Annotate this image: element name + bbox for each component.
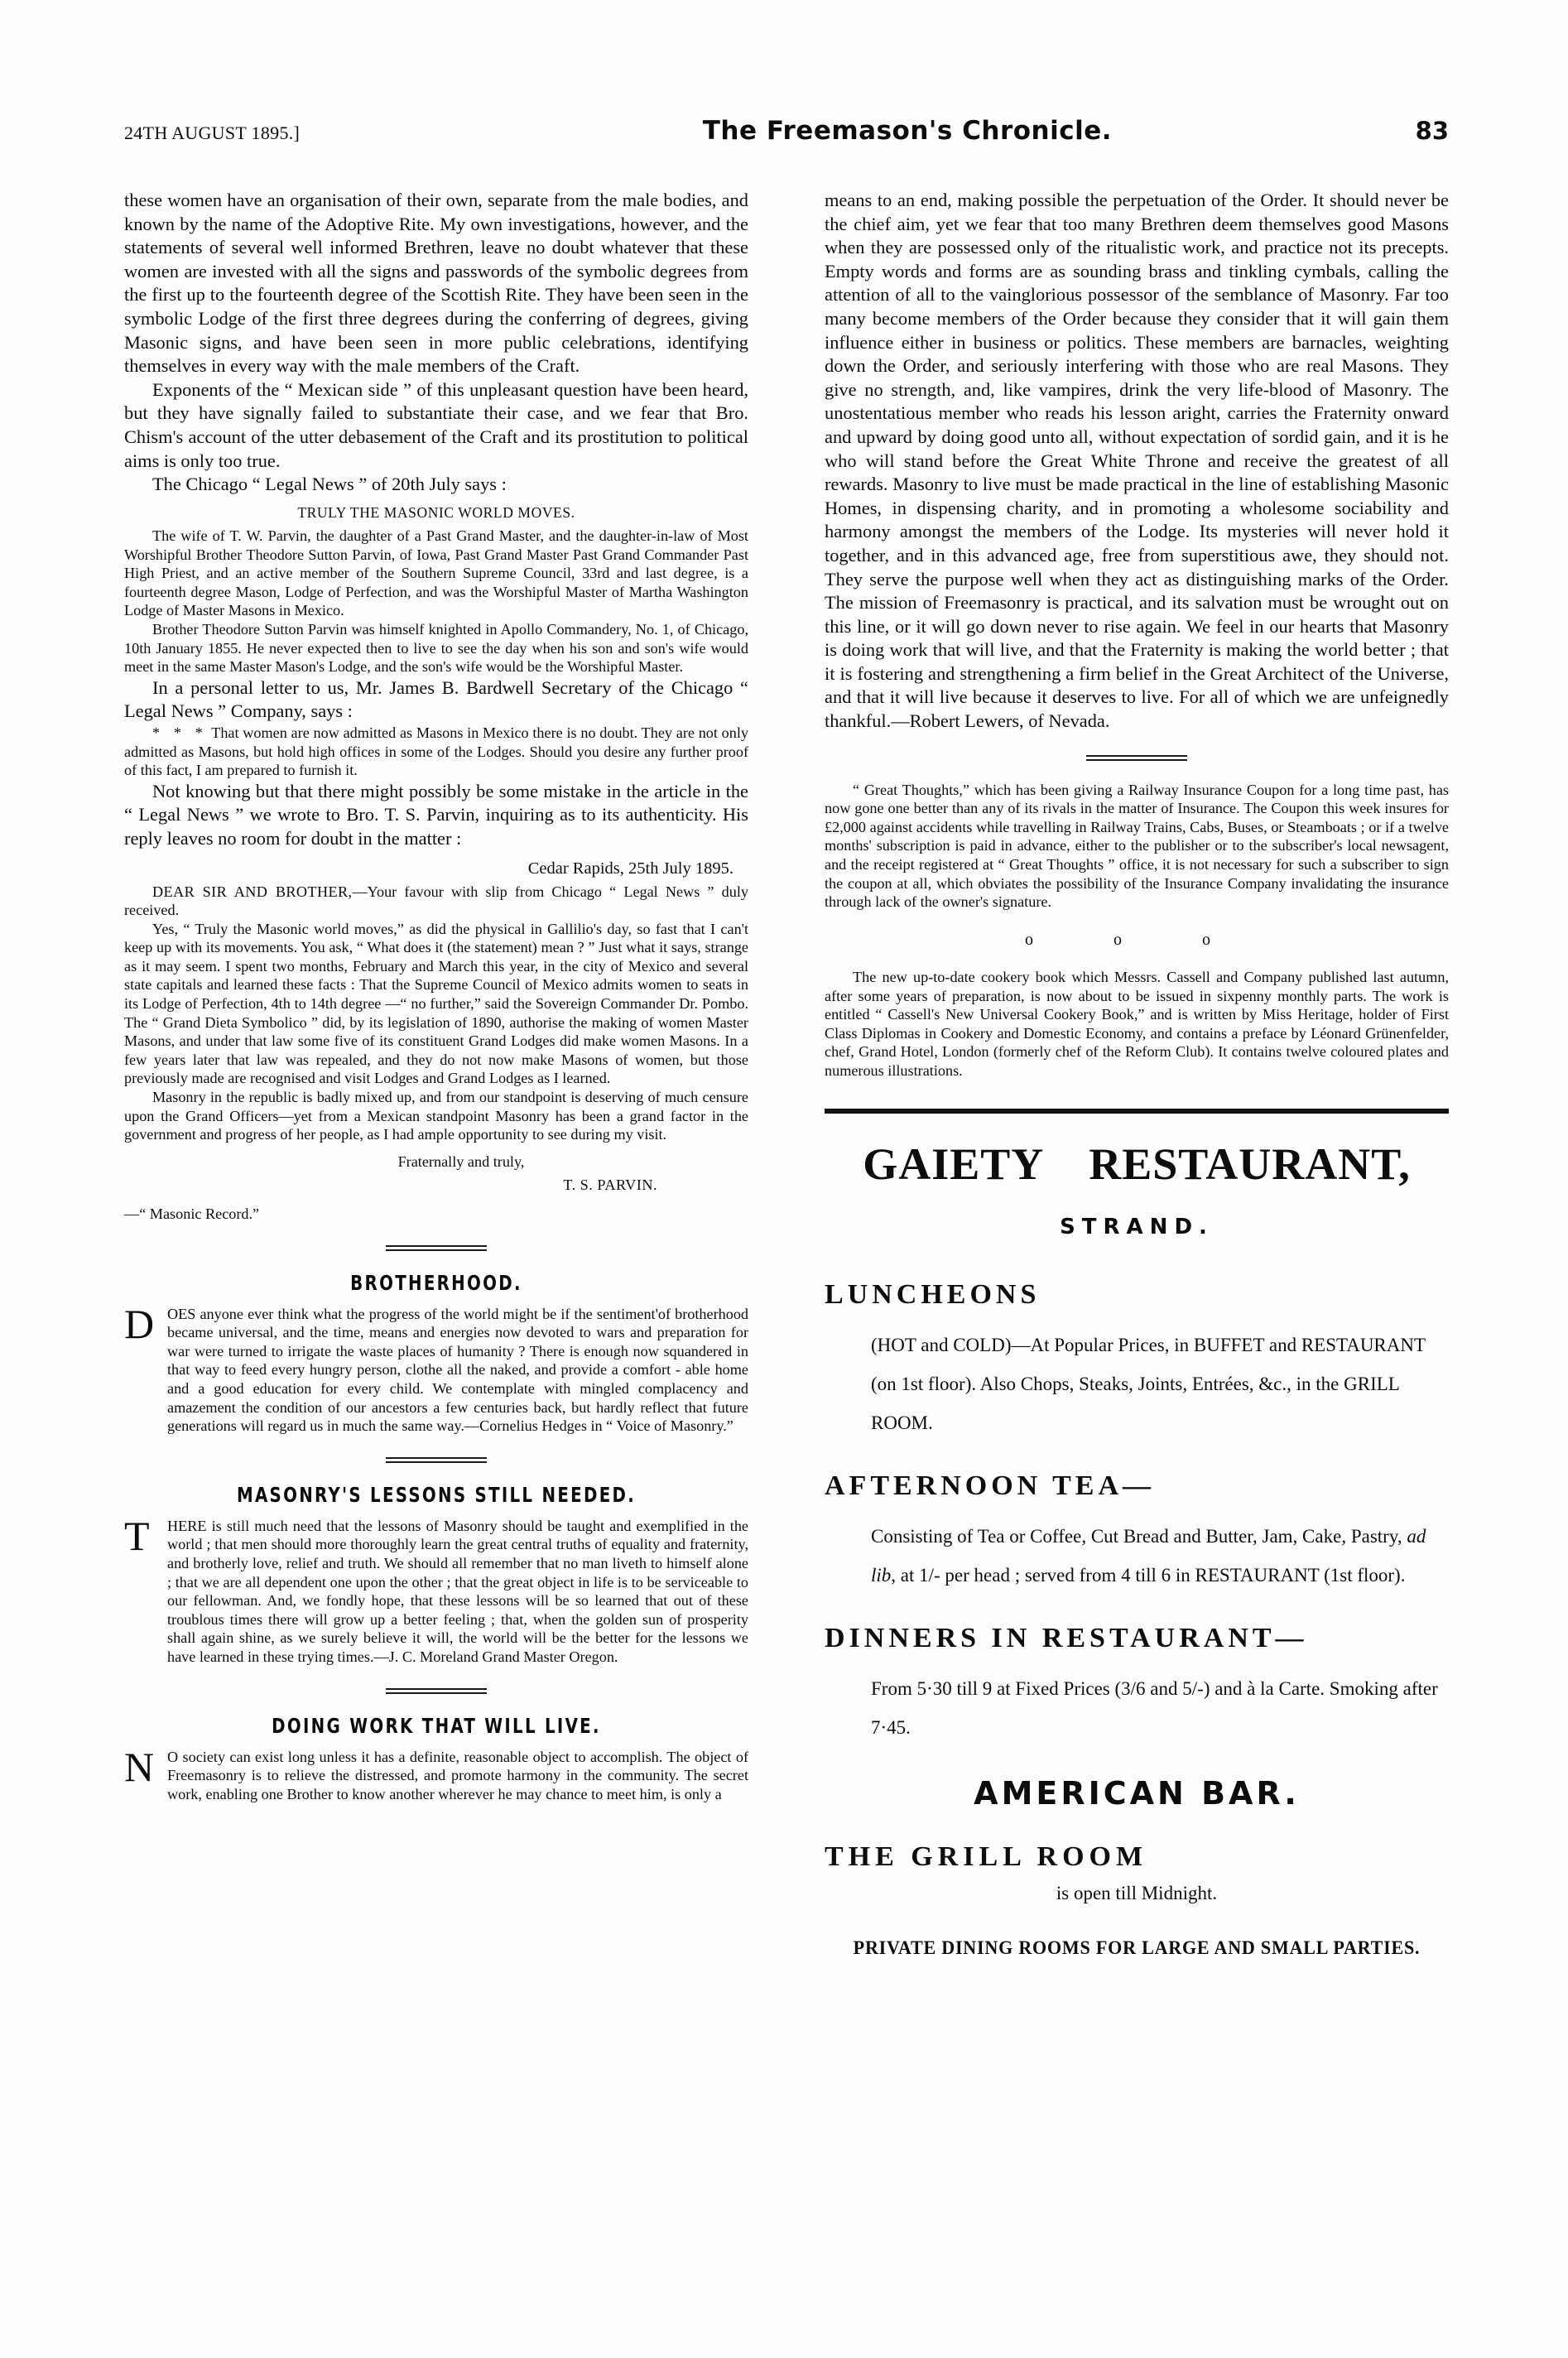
letter-dateline: Cedar Rapids, 25th July 1895. [527,859,733,878]
masthead-title: The Freemason's Chronicle. [702,116,1113,146]
great-thoughts-note [825,781,1449,912]
heading-brotherhood: BROTHERHOOD. [350,1270,522,1295]
gaiety-restaurant-advertisement[interactable] [825,1138,1449,1959]
section-divider-3 [386,1688,487,1694]
ad-restaurant-name [825,1138,1449,1190]
ad-body-dinners: From 5·30 till 9 at Fixed Prices (3/6 and 5/-) and à la Carte. Smoking after 7·45. [871,1677,1438,1738]
heading-masonrys-lessons: MASONRY'S LESSONS STILL NEEDED. [236,1482,637,1507]
ad-tea-ad-lib: ad lib [871,1525,1426,1586]
heading-doing-work: DOING WORK THAT WILL LIVE. [272,1713,601,1738]
cookery-book-note [825,968,1449,1080]
legal-news-extract [124,527,748,676]
letter-source-credit: —“ Masonic Record.” [124,1205,260,1223]
ad-body-afternoon-tea [825,1517,1449,1595]
paragraph-letter-opening [124,883,748,920]
paragraph-bardwell-intro: In a personal letter to us, Mr. James B. Bardwell Secretary of the Chicago “ Legal News ” Company, says : [124,676,748,722]
lessons-first-line: HERE is still much need that the lessons of Masonry should be taught [167,1517,605,1534]
paragraph-brotherhood [124,1300,749,1436]
paragraph-exponents: Exponents of the “ Mexican side ” of this unpleasant question have been heard, but they have signally failed to substantiate their case, and we fear that Bro. Chism's account of the utter debasement of the Craft and its prostitution to political aims is only too true. [124,378,748,471]
paragraph-parvin-wife: The wife of T. W. Parvin, the daughter of a Past Grand Master, and the daughter-in-law of Most Worshipful Brother Theodore Sutton Parvin, of Iowa, Past Grand Master Past Grand Commander Past High Priest, and an active member of the Southern Supreme Council, 33rd and last degree, is a fourteenth degree Mason, Lodge of Perfection, and was the Worshipful Master of Martha Washington Lodge of Master Masons in Mexico. [124,527,748,619]
paragraph-cookery-book: The new up-to-date cookery book which Messrs. Cassell and Company published last autumn, after some years of preparation, is now about to be issued in sixpenny monthly parts. The work is entitled “ Cassell's New Universal Cookery Book,” and is written by Miss Heritage, holder of First Class Diplomas in Cookery and Domestic Economy, and contains a preface by Léonard Grünenfelder, chef, Grand Hotel, London (formerly chef of the Reform Club). It contains twelve coloured plates and numerous illustrations. [825,969,1449,1080]
paragraph-letter-body-2: Masonry in the republic is badly mixed up, and from our standpoint is deserving of much censure upon the Grand Officers—yet from a Mexican standpoint Masonry has been a grand factor in the government and progress of her people, as I had ample opportunity to see during my visit. [124,1089,748,1143]
right-column [825,189,1449,2308]
ad-heading-dinners: DINNERS IN RESTAURANT— [825,1622,1308,1653]
section-divider-4 [1086,755,1187,761]
letter-signature: T. S. PARVIN. [563,1177,657,1194]
bardwell-quote-text: That women are now admitted as Masons in Mexico there is no doubt. They are not only admitted as Masons, but hold high offices in some of the Lodges. Should you desire any further proof of this fact, I am prepared to furnish it. [124,724,749,779]
ad-body-luncheons: (HOT and COLD)—At Popular Prices, in BUFFET and RESTAURANT (on 1st floor). Also Chops, Steaks, Joints, Entrées, &c., in the GRILL ROOM. [871,1334,1426,1433]
brotherhood-first-line: OES anyone ever think what the progress of the world might be if the [167,1305,593,1322]
paragraph-doing-work [124,1743,749,1804]
doing-work-body [124,1743,749,1804]
advertisement-top-rule [825,1109,1449,1114]
paragraph-letter-body-1: Yes, “ Truly the Masonic world moves,” as did the physical in Gallilio's day, so fast that I can't keep up with its movements. You ask, “ What does it (the statement) mean ? ” Just what it says, strange as it may seem. I spent two months, February and March this year, in the city of Mexico and several state capitals and learned these facts : That the Supreme Council of Mexico admits women to seats in its Lodge of Perfection, 4th to 14th degree —“ no further,” said the Sovereign Commander Dr. Pombo. The “ Grand Dieta Symbolico ” did, by its legislation of 1890, authorise the making of women Master Masons, and under that law some five of its constituent Grand Lodges did make women Masons. In a few years later that law was repealed, and they do not now make Masons of women, but those previously made are recognised and visit Lodges and Grand Lodges as I learned. [124,920,748,1087]
paragraph-continued: these women have an organisation of their own, separate from the male bodies, and known by the name of the Adoptive Rite. My own investigations, however, and the statements of several well informed Brethren, leave no doubt whatever that these women are invested with all the signs and passwords of the symbolic degrees from the first up to the fourteenth degree of the Scottish Rite. They have been seen in the symbolic Lodge of the first three degrees during the conferring of degrees, giving Masonic signs, and have been seen in more public celebrations, identifying themselves in every way with the male members of the Craft. [124,190,748,377]
paragraph-means-to-an-end: means to an end, making possible the perpetuation of the Order. It should never be the chief aim, yet we fear that too many Brethren deem themselves good Masons when they are possessed only of the ritualistic work, and practice not its precepts. Empty words and forms are as sounding brass and tinkling cymbals, calling the attention of all to the vainglorious possessor of the semblance of Masonry. Far too many become members of the Order because they consider that it will gain them influence either in business or politics. These members are barnacles, weighting down the Order, and seriously interfering with those who are real Masons. They give no strength, and, like vampires, drink the very life-blood of Masonry. The unostentatious member who reads his lesson aright, carries the Fraternity onward and upward by doing good unto all, without expectation of sordid gain, and it is he who will stand before the Great White Throne and receive the greatest of all rewards. Masonry to live must be made practical in the line of establishing Masonic Homes, in dispensing charity, and in promoting a wholesome sociability and harmony amongst the members of the Lodge. Its mysteries will never hold it together, and in this advanced age, free from superstitious awe, they should not. They serve the purpose well when they act as distinguishing marks of the Order. The mission of Freemasonry is practical, and its salvation must be wrought out on this line, or it will go down never to rise again. We feel in our hearts that Masonry is doing work that will live, and that the Fraternity is making the world better ; that it is fostering and strengthening a firm belief in the Great Architect of the Universe, and that it will live because it deserves to live. For all of which we are unfeignedly thankful.—Robert Lewers, of Nevada. [825,190,1449,732]
ad-tea-text-1: Consisting of Tea or Coffee, Cut Bread and Butter, Jam, Cake, Pastry, [871,1525,1407,1547]
dropcap-n: N [124,1743,155,1790]
ad-heading-grill-room: THE GRILL ROOM [825,1841,1148,1872]
paragraph-not-knowing: Not knowing but that there might possibly be some mistake in the article in the “ Legal News ” we wrote to Bro. T. S. Parvin, inquiring as to its authenticity. His reply leaves no room for doubt in the matter : [124,780,748,849]
left-column [124,189,748,2308]
article-doing-work [124,1714,748,1804]
article-masonrys-lessons [124,1483,748,1667]
section-divider-1 [386,1245,487,1251]
section-divider-2 [386,1457,487,1463]
not-knowing-block [124,780,748,851]
ad-name-gaiety: GAIETY [863,1138,1045,1189]
running-head [124,116,1449,154]
lessons-text: and exemplified in the world ; that men should more thoroughly learn the great central truths of equality and fraternity, and brotherly love, relief and truth. We should all remember that no man liveth to himself alone ; that we are all dependent one upon the other ; that the great object in life is to be serviceable to our fellowman. And, we fondly hope, that these lessons will be so learned that out of these troublous times there will grow up a better feeling ; that, when the golden sun of prosperity shall again shine, as we surely believe it will, the world will be the better for the lessons we have learned in these trying times.—J. C. Moreland Grand Master Oregon. [167,1517,748,1665]
paragraph-great-thoughts: “ Great Thoughts,” which has been giving a Railway Insurance Coupon for a long time past, has now gone one better than any of its rivals in the matter of Insurance. The Coupon this week insures for £2,000 against accidents while travelling in Railway Trains, Cabs, Buses, or Steamboats ; or if a twelve months' subscription is paid in advance, either to the publisher or to the subscriber's local newsagent, and the receipt registered at “ Great Thoughts ” office, it is not necessary for such a subscriber to sign the coupon at all, which obviates the possibility of the Insurance Company invalidating the insurance through lack of the owner's signature. [825,781,1449,911]
parvin-letter [124,883,748,1224]
paragraph-bardwell-quote [124,724,748,780]
letter-opening-text: —Your favour with slip from Chicago “ Legal News ” duly received. [124,883,748,919]
issue-date: 24TH AUGUST 1895.] [124,123,301,143]
subheading-truly-masonic-world-moves: TRULY THE MASONIC WORLD MOVES. [297,503,575,521]
dropcap-d: D [124,1300,155,1347]
bardwell-intro-block [124,676,748,724]
bardwell-quote-block [124,724,748,780]
brotherhood-body [124,1300,749,1436]
lessons-body [124,1512,748,1667]
masonry-editorial-continued [825,189,1449,734]
ad-heading-american-bar: AMERICAN BAR. [974,1774,1300,1812]
doing-work-first-line: O society can exist long unless it has a definite, reasonable object to [167,1748,586,1765]
brotherhood-text: sentiment'of brotherhood became universal, and the time, means and energies now devoted to wars and preparation for war were turned to irrigate the waste places of humanity ? There is enough now squandered in that way to feed every hungry person, clothe all the naked, and provide a comfort - able home and a good education for every child. We contemplate with mingled complacency and amazement the condition of our ancestors a few centuries back, but hardly reflect that future generations will regard us in much the same way.—Cornelius Hedges in “ Voice of Masonry.” [167,1305,749,1435]
ad-location-strand: STRAND. [1060,1214,1214,1239]
letter-salutation: DEAR SIR AND BROTHER, [152,883,353,900]
paragraph-parvin-knighted: Brother Theodore Sutton Parvin was himself knighted in Apollo Commandery, No. 1, of Chicago, 10th January 1855. He never expected then to live to see the day when his son and son's wife would meet in the same Master Mason's Lodge, and the son's wife would be the Worshipful Master. [124,620,748,676]
circle-ornament: o o o [1025,930,1248,949]
two-column-layout [124,189,1449,2308]
letter-closing: Fraternally and truly, [397,1153,525,1170]
ad-heading-luncheons: LUNCHEONS [825,1278,1041,1310]
ad-name-restaurant: RESTAURANT, [1089,1138,1411,1189]
paragraph-legal-news-intro: The Chicago “ Legal News ” of 20th July says : [152,474,507,495]
ad-grill-room-hours: is open till Midnight. [1056,1882,1218,1903]
paragraph-lessons [124,1512,748,1667]
dropcap-t: T [124,1512,150,1559]
doing-work-text: accomplish. The object of Freemasonry is to relieve the distressed, and promote harmony in the community. The secret work, enabling one Brother to know another wherever he may chance to meet him, is only a [167,1748,749,1802]
asterisk-ornament: * * * [152,724,208,741]
page-number: 83 [1415,117,1449,145]
ad-tea-text-2: , at 1/- per head ; served from 4 till 6 in RESTAURANT (1st floor). [891,1564,1406,1586]
continued-article [124,189,748,497]
ad-private-dining-rooms: PRIVATE DINING ROOMS FOR LARGE AND SMALL PARTIES. [853,1937,1421,1958]
ad-heading-afternoon-tea: AFTERNOON TEA— [825,1470,1156,1501]
article-brotherhood [124,1271,748,1436]
